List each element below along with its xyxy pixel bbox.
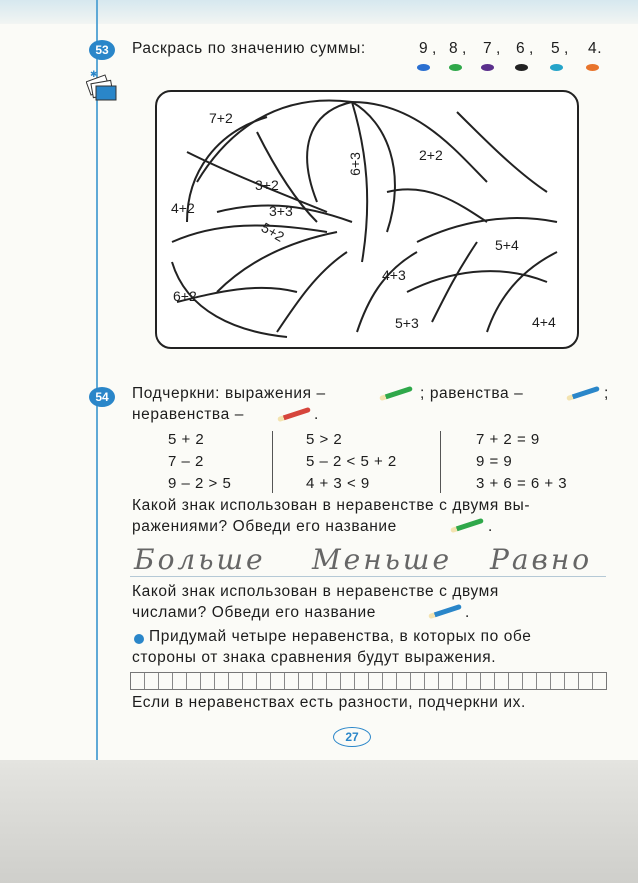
sum-value-9: 9 [419,40,429,57]
puzzle-label: 3+3 [269,203,293,219]
comma: , [462,40,467,57]
answer-option-ravno[interactable]: Равно [490,543,593,576]
sum-value-8: 8 [449,40,459,57]
writing-line [130,576,606,577]
puzzle-label: 6+3 [346,152,363,176]
red-pencil-icon [277,407,311,422]
task-54-line2: неравенства – [132,406,244,423]
expression-item[interactable]: 3 + 6 = 6 + 3 [476,475,568,492]
comma: , [564,40,569,57]
question-1-line1: Какой знак использован в неравенстве с двумя вы- [132,497,531,514]
expression-item[interactable]: 9 – 2 > 5 [168,475,232,492]
expression-item[interactable]: 7 + 2 = 9 [476,431,540,448]
puzzle-label: 5+2 [258,219,288,245]
color-dot-8 [449,64,462,71]
color-dot-5 [550,64,563,71]
puzzle-label: 5+3 [395,315,419,331]
task-54-line1b: ; равенства – [420,385,524,402]
margin-line [96,0,98,760]
puzzle-label: 6+2 [173,288,197,304]
task-54-line1: Подчеркни: выражения – [132,385,326,402]
puzzle-label: 4+2 [171,200,195,216]
puzzle-label: 4+4 [532,314,556,330]
color-dot-9 [417,64,430,71]
question-3-line1: Придумай четыре неравенства, в которых по обе [149,628,532,645]
page-number: 27 [333,727,371,747]
question-1-line2: ражениями? Обведи его название [132,518,397,535]
puzzle-line-art [157,92,577,347]
color-dot-4 [586,64,599,71]
sum-value-6: 6 [516,40,526,57]
task-53-instruction: Раскрась по значению суммы: [132,40,366,57]
question-2-line2: числами? Обведи его название [132,604,376,621]
period: . [488,518,493,535]
column-divider [272,431,273,493]
expression-item[interactable]: 7 – 2 [168,453,204,470]
puzzle-label: 7+2 [209,110,233,126]
question-4: Если в неравенствах есть разности, подчеркни их. [132,694,526,711]
comma: , [529,40,534,57]
question-3-line2: стороны от знака сравнения будут выражения. [132,649,497,666]
expression-item[interactable]: 5 > 2 [306,431,343,448]
puzzle-label: 4+3 [382,267,406,283]
task-54-badge: 54 [89,387,115,407]
page-bottom-shadow [0,760,638,883]
question-2-line1: Какой знак использован в неравенстве с двумя [132,583,499,600]
answer-option-menshe[interactable]: Меньше [312,543,453,576]
color-dot-7 [481,64,494,71]
sum-value-4: 4. [588,40,603,57]
green-pencil-icon [379,386,413,401]
answer-option-bolshe[interactable]: Больше [134,543,266,576]
comma: , [432,40,437,57]
color-dot-6 [515,64,528,71]
period: . [314,406,319,423]
puzzle-label: 5+4 [495,237,519,253]
bullet-icon [134,634,144,644]
coloring-puzzle[interactable] [155,90,579,349]
expression-item[interactable]: 5 + 2 [168,431,205,448]
blue-pencil-icon [428,604,462,619]
sum-value-5: 5 [551,40,561,57]
answer-grid[interactable] [130,672,607,690]
puzzle-label: 2+2 [419,147,443,163]
semicolon: ; [604,385,609,402]
comma: , [496,40,501,57]
expression-item[interactable]: 5 – 2 < 5 + 2 [306,453,397,470]
sum-value-7: 7 [483,40,493,57]
expression-item[interactable]: 4 + 3 < 9 [306,475,370,492]
green-pencil-icon [450,518,484,533]
task-53-badge: 53 [89,40,115,60]
expression-item[interactable]: 9 = 9 [476,453,513,470]
svg-text:✱: ✱ [90,70,98,80]
cards-hint-icon [86,68,122,104]
column-divider [440,431,441,493]
period: . [465,604,470,621]
puzzle-label: 3+2 [255,177,279,193]
blue-pencil-icon [566,386,600,401]
